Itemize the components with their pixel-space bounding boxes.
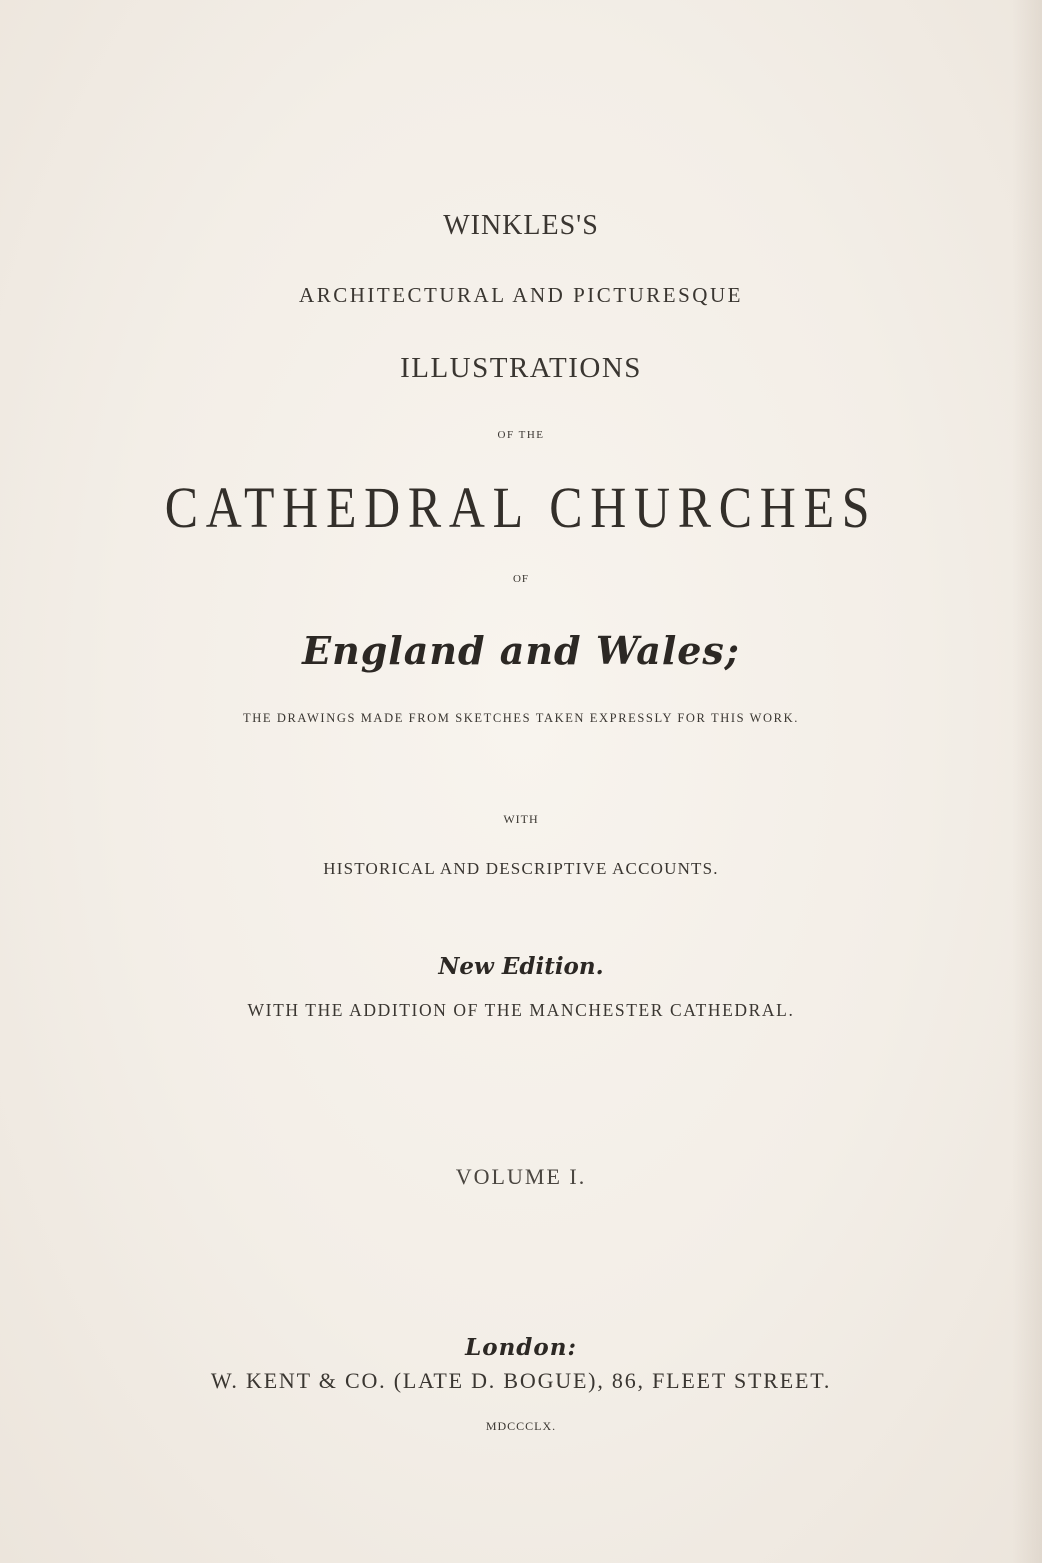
edition-blackletter: New Edition. [438, 953, 604, 980]
year-line: MDCCCLX. [485, 1419, 557, 1433]
subtitle: ARCHITECTURAL AND PICTURESQUE [299, 283, 743, 307]
place-blackletter: London: [465, 1334, 577, 1361]
illustrations-heading: ILLUSTRATIONS [400, 352, 642, 384]
addition-line: WITH THE ADDITION OF THE MANCHESTER CATHEDRAL. [247, 1000, 795, 1020]
of-the-connector: OF THE [497, 429, 545, 441]
of-connector: OF [512, 573, 530, 585]
accounts-line: HISTORICAL AND DESCRIPTIVE ACCOUNTS. [323, 859, 719, 878]
region-blackletter: England and Wales; [302, 628, 740, 673]
author-title: WINKLES'S [443, 210, 599, 241]
volume-label: VOLUME I. [455, 1164, 587, 1189]
main-title: CATHEDRAL CHURCHES [164, 475, 878, 540]
publisher-line: W. KENT & CO. (LATE D. BOGUE), 86, FLEET STREET. [210, 1368, 832, 1393]
with-connector: WITH [503, 812, 539, 826]
drawings-note: THE DRAWINGS MADE FROM SKETCHES TAKEN EXPRESSLY FOR THIS WORK. [243, 711, 799, 725]
